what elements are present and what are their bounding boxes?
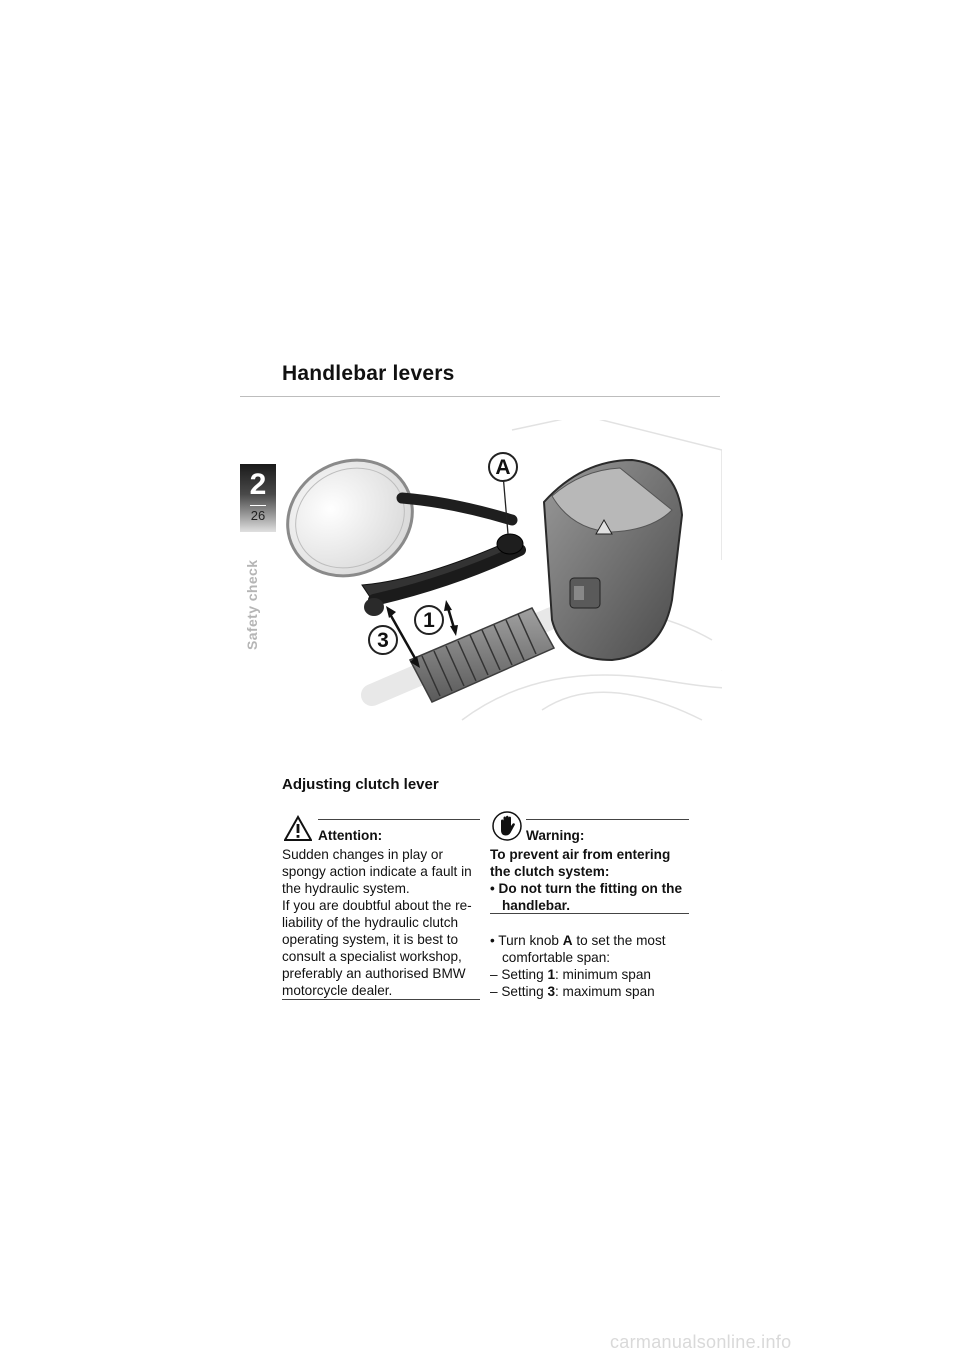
attention-line: If you are doubtful about the re- [282, 898, 472, 913]
setting-item [490, 966, 688, 983]
warning-body [490, 846, 688, 914]
attention-bottom-rule [282, 999, 480, 1000]
chapter-divider [250, 505, 266, 506]
chapter-number: 2 [249, 468, 267, 501]
instruction-step [490, 932, 688, 966]
callout-1: 1 [423, 609, 435, 632]
side-label-text: Safety check [244, 559, 260, 650]
watermark: carmanualsonline.info [610, 1332, 792, 1352]
callout-3: 3 [377, 629, 389, 652]
setting-item [490, 983, 688, 1000]
setting-key: 3 [547, 984, 555, 999]
warning-line: the clutch system: [490, 864, 610, 879]
attention-line: motorcycle dealer. [282, 983, 393, 998]
step-text: • Turn knob [490, 933, 563, 948]
warning-bottom-rule [490, 913, 689, 914]
attention-line: spongy action indicate a fault in [282, 864, 472, 879]
attention-line: the hydraulic system. [282, 881, 410, 896]
title-divider [240, 396, 720, 397]
setting-key: 1 [547, 967, 555, 982]
handlebar-illustration [282, 420, 722, 735]
warning-title: Warning: [526, 828, 585, 843]
warning-top-rule [526, 819, 689, 820]
step-key: A [562, 933, 573, 948]
attention-line: Sudden changes in play or [282, 847, 443, 862]
page-number: 26 [250, 508, 266, 523]
attention-line: consult a specialist workshop, [282, 949, 462, 964]
setting-text: : minimum span [555, 967, 651, 982]
attention-body [282, 846, 480, 999]
attention-line: liability of the hydraulic clutch [282, 915, 459, 930]
warning-line: To prevent air from entering [490, 847, 671, 862]
attention-title: Attention: [318, 828, 383, 843]
attention-top-rule [318, 819, 480, 820]
warning-bullet: • Do not turn the fitting on the handlebar. [490, 881, 683, 913]
page-title: Handlebar levers [282, 362, 455, 385]
attention-line: operating system, it is best to [282, 932, 459, 947]
callout-a: A [495, 456, 511, 479]
instructions [490, 932, 688, 1000]
attention-line: preferably an authorised BMW [282, 966, 466, 981]
setting-text: : maximum span [555, 984, 655, 999]
setting-text: – Setting [490, 984, 548, 999]
warning-hand-icon [492, 811, 522, 841]
setting-text: – Setting [490, 967, 548, 982]
attention-triangle-icon [284, 815, 312, 841]
section-heading: Adjusting clutch lever [282, 776, 439, 793]
step-text: to set the most comfortable span: [502, 933, 666, 965]
